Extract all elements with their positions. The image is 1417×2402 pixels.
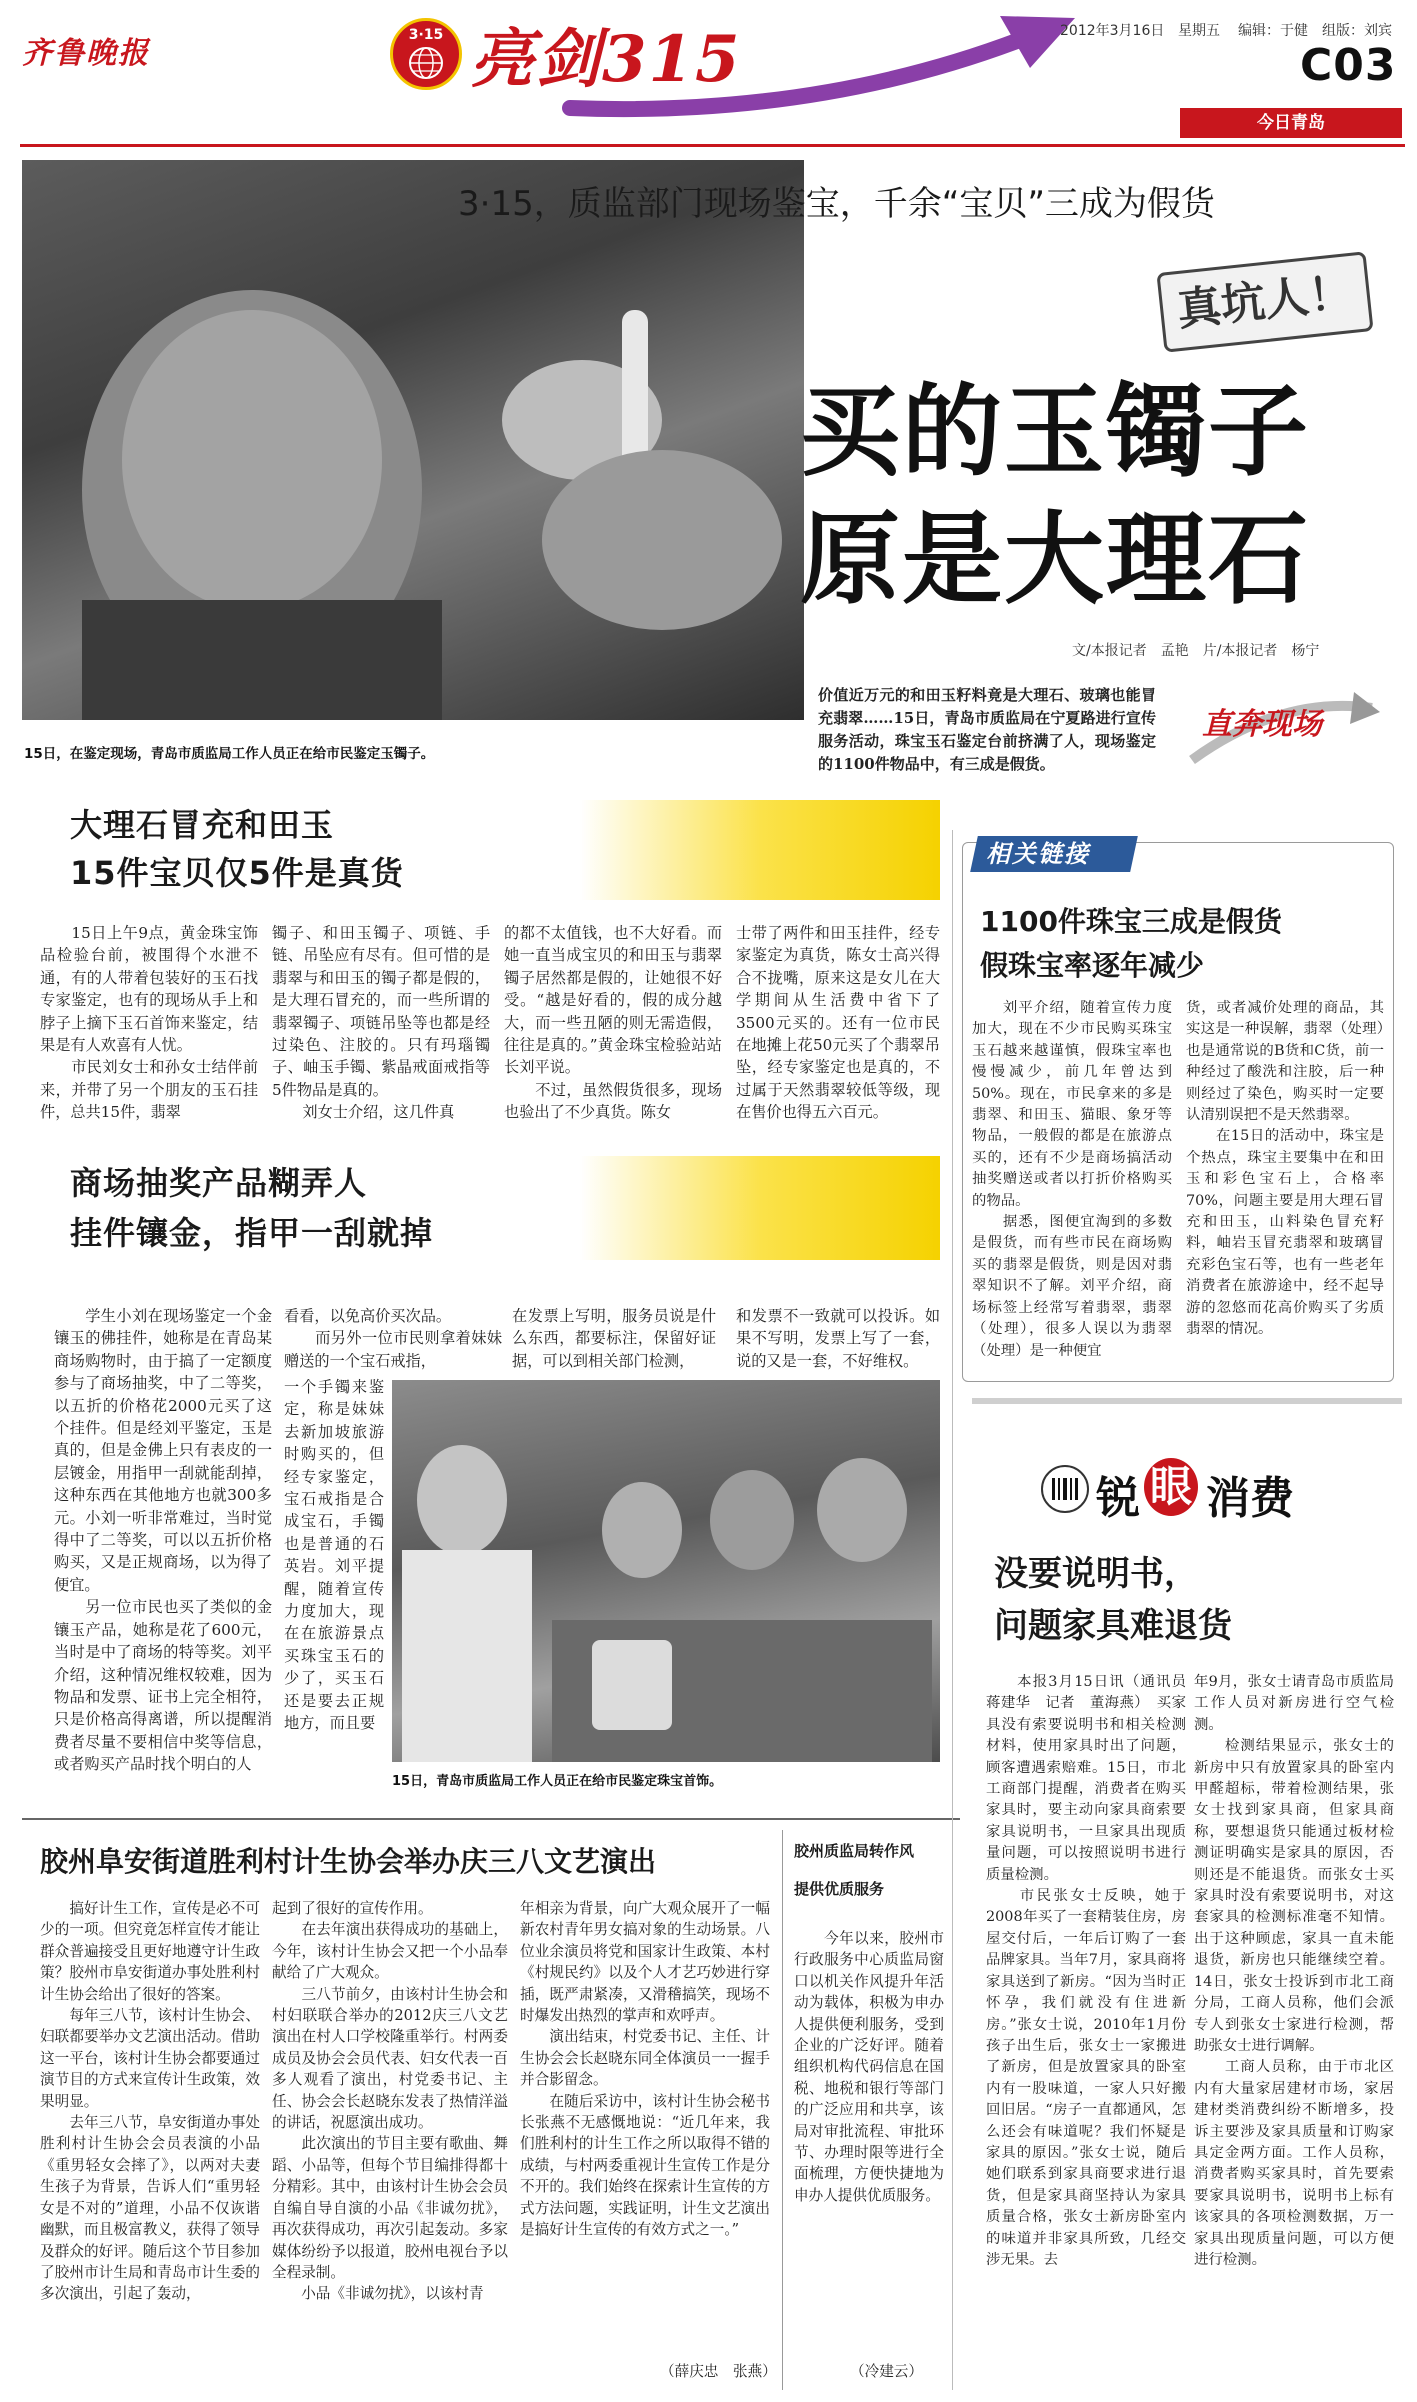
sidebar2-col1: 本报3月15日讯（通讯员 蒋建华 记者 董海燕） 买家具没有索要说明书和相关检测材料，使用家具时出了问题，顾客遭遇索赔难。15日，市北工商部门提醒，消费者在购买家具时，要主动向家具商索要家具说明书，一旦家具出现质量问题，可以按照说明书进行质量检测。 市民张女士反映，她于2008年买了一套精装住房，房屋交付后，一年后订购了一套品牌家具。当年7月，家具商将家具送到了新房。“因为当时正怀孕，我们就没有住进新房。”张女士说，2010年1月份孩子出生后，张女士一家搬进了新房，但是放置家具的卧室内有一股味道，一家人只好搬回旧居。“房子一直都通风，怎么还会有味道呢？我们怀疑是家具的原因。”张女士说，随后她们联系到家具商要求进行退货，但是家具商坚持认为家具质量合格，张女士新房卧室内的味道并非家具所致，几经交涉无果。去 <box>986 1674 1186 2268</box>
barcode-icon <box>1040 1464 1090 1514</box>
section-tab <box>1180 108 1402 138</box>
issue-date: 2012年3月16日 <box>1060 23 1165 39</box>
sidebar1-col1: 刘平介绍，随着宣传力度加大，现在不少市民购买珠宝玉石越来越谨慎，假珠宝率也慢慢减少，前几年曾达到50%。现在，市民拿来的多是翡翠、和田玉、猫眼、象牙等物品，一般假的都是在旅游点买的，还有不少是商场搞活动抽奖赠送或者以打折价格购买的物品。 据悉，图便宜淘到的多数是假货，而有些市民在商场购买的翡翠是假货，则是因对翡翠知识不了解。刘平介绍，商场标签上经常写着翡翠，翡翠（处理），很多人误以为翡翠（处理）是一种便宜 <box>972 1000 1172 1359</box>
section1-header <box>40 800 940 900</box>
section-name: 今日青岛 <box>1257 113 1325 133</box>
sidebar1-title-2: 假珠宝率逐年减少 <box>980 949 1205 982</box>
page-code: C03 <box>1300 40 1397 91</box>
bottom-side-title-1: 胶州质监局转作风 <box>794 1842 915 1860</box>
bottom-col2: 起到了很好的宣传作用。 在去年演出获得成功的基础上，今年，该村计生协会又把一个小品奉献给了广大观众。 三八节前夕，由该村计生协会和村妇联联合举办的2012庆三八文艺演出在村人口学校隆重举行。村两委成员及协会会员代表、妇女代表一百多人观看了演出，村党委书记、主任、协会会长赵晓东发表了热情洋溢的讲话，祝愿演出成功。 此次演出的节目主要有歌曲、舞蹈、小品等，但每个节目编排得都十分精彩。其中，由该村计生协会会员自编自导自演的小品《非诚勿扰》，再次获得成功，再次引起轰动。多家媒体纷纷予以报道，胶州电视台予以全程录制。 小品《非诚勿扰》，以该村青 <box>272 1900 508 2303</box>
bottom-side-credit: （冷建云） <box>850 2363 923 2380</box>
appraiser-illustration <box>22 160 804 720</box>
stamp-text: 真坑人！ <box>1174 266 1356 337</box>
section2-col3: 在发票上写明，服务员说是什么东西，都要标注，保留好证据，可以到相关部门检测， <box>512 1307 716 1370</box>
bottom-side-title-2: 提供优质服务 <box>794 1880 885 1898</box>
logo-badge-text: 3·15 <box>408 27 444 43</box>
editor-credit: 编辑：于健 <box>1238 23 1308 39</box>
lead-photo-caption: 15日，在鉴定现场，青岛市质监局工作人员正在给市民鉴定玉镯子。 <box>24 746 435 762</box>
bottom-col1: 搞好计生工作，宣传是必不可少的一项。但究竟怎样宣传才能让群众普遍接受且更好地遵守计生政策？胶州市阜安街道办事处胜利村计生协会给出了很好的答案。 每年三八节，该村计生协会、妇联都要举办文艺演出活动。借助这一平台，该村计生协会都要通过演节目的方式来宣传计生政策，效果明显。 去年三八节，阜安街道办事处胜利村计生协会会员表演的小品《重男轻女会摔了》，以两对夫妻生孩子为背景，告诉人们“重男轻女是不对的”道理，小品不仅诙谐幽默，而且极富教义，获得了领导及群众的好评。随后这个节目参加了胶州市计生局和青岛市计生委的多次演出，引起了轰动， <box>40 1900 260 2303</box>
bottom-title: 胶州阜安街道胜利村计生协会举办庆三八文艺演出 <box>40 1845 657 1878</box>
badge-text: 直奔现场 <box>1202 707 1322 742</box>
crowd-illustration <box>392 1380 940 1762</box>
bottom-col3-credit: （薛庆忠 张燕） <box>660 2363 777 2380</box>
section1-col1: 15日上午9点，黄金珠宝饰品检验台前，被围得个水泄不通，有的人带着包装好的玉石找专家鉴定，也有的现场从手上和脖子上摘下玉石首饰来鉴定，结果是有人欢喜有人忧。 市民刘女士和孙女士结伴前来，并带了另一个朋友的玉石挂件，总共15件，翡翠 <box>40 924 258 1122</box>
column-title: 亮剑315 <box>470 22 742 97</box>
section2-title-2: 挂件镶金，指甲一刮就掉 <box>70 1214 434 1252</box>
section1-col2: 镯子、和田玉镯子、项链、手链、吊坠应有尽有。但可惜的是翡翠与和田玉的镯子都是假的，是大理石冒充的，而一些所谓的翡翠镯子、项链吊坠等也都是经过染色、注胶的。只有玛瑙镯子、岫玉手镯、紫晶戒面戒指等5件物品是真的。 刘女士介绍，这几件真 <box>272 924 490 1122</box>
section1-title-1: 大理石冒充和田玉 <box>70 806 335 844</box>
sidebar2-label-suffix: 消费 <box>1206 1473 1294 1524</box>
lead-headline-2: 原是大理石 <box>800 501 1310 618</box>
sidebar1-label <box>974 828 1142 876</box>
sidebar1-col2: 货，或者减价处理的商品，其实这是一种误解，翡翠（处理）也是通常说的B货和C货，前一种经过了酸洗和注胶，后一种则经过了染色，购买时一定要认清别误把不是天然翡翠。 在15日的活动中，珠宝是个热点，珠宝主要集中在和田玉和彩色宝石上，合格率70%，问题主要是用大理石冒充和田玉，山料染色冒充籽料，岫岩玉冒充翡翠和玻璃冒充彩色宝石等，也有一些老年消费者在旅游途中，经不起导游的忽悠而花高价购买了劣质翡翠的情况。 <box>1186 1000 1384 1338</box>
section2-col2a: 看看，以免高价买次品。 而另外一位市民则拿着妹妹赠送的一个宝石戒指， <box>284 1307 502 1370</box>
lead-summary: 价值近万元的和田玉籽料竟是大理石、玻璃也能冒充翡翠……15日，青岛市质监局在宁夏路进行宣传服务活动，珠宝玉石鉴定台前挤满了人，现场鉴定的1100件物品中，有三成是假货。 <box>818 686 1156 773</box>
consumer-day-logo <box>390 18 462 90</box>
lead-photo <box>22 160 804 720</box>
bottom-side-body: 今年以来，胶州市行政服务中心质监局窗口以机关作风提升年活动为载体，积极为申办人提供便利服务，受到企业的广泛好评。随着组织机构代码信息在国税、地税和银行等部门的广泛应用和共享，该局对审批流程、审批环节、办理时限等进行全面梳理，方便快捷地为申办人提供优质服务。 <box>794 1930 944 2204</box>
section1-col3: 的都不太值钱，也不大好看。而她一直当成宝贝的和田玉与翡翠镯子居然都是假的，让她很不好受。“越是好看的，假的成分越大，而一些丑陋的则无需造假，往往是真的。”黄金珠宝检验站站长刘平说。 不过，虽然假货很多，现场也验出了不少真货。陈女 <box>504 924 722 1122</box>
section2-title-1: 商场抽奖产品糊弄人 <box>70 1164 368 1202</box>
sidebar2-top-band <box>972 1398 1402 1404</box>
lead-byline: 文/本报记者 孟艳 片/本报记者 杨宁 <box>1072 643 1320 659</box>
section2-photo <box>392 1380 940 1762</box>
section2-col1: 学生小刘在现场鉴定一个金镶玉的佛挂件，她称是在青岛某商场购物时，由于搞了一定额度参与了商场抽奖，中了二等奖，以五折的价格花2000元买了这个挂件。但是经刘平鉴定，玉是真的，但是金佛上只有表皮的一层镀金，用指甲一刮就能刮掉，这种东西在其他地方也就300多元。小刘一听非常难过，当时觉得中了二等奖，可以以五折价格购买，又是正规商场，以为得了便宜。 另一位市民也买了类似的金镶玉产品，她称是花了600元，当时是中了商场的特等奖。刘平介绍，这种情况维权较难，因为物品和发票、证书上完全相符，只是价格高得离谱，所以提醒消费者尽量不要相信中奖等信息，或者购买产品时找个明白的人 <box>54 1307 272 1774</box>
bottom-top-rule <box>22 1818 960 1820</box>
sidebar1-label-text: 相关链接 <box>986 840 1090 868</box>
lead-stamp <box>1156 251 1373 353</box>
masthead-rule <box>20 144 1405 147</box>
lead-headline-1: 买的玉镯子 <box>800 373 1310 490</box>
sidebar2-col2: 年9月，张女士请青岛市质监局工作人员对新房进行空气检测。 检测结果显示，张女士的新房中只有放置家具的卧室内甲醛超标，带着检测结果，张女士找到家具商，但家具商称，要想退货只能通过板材检测证明确实是家具的原因，否则还是不能退货。而张女士买家具时没有索要说明书，对这套家具的检测标准毫不知情。出于这种顾虑，家具一直未能退货，新房也只能继续空着。14日，张女士投诉到市北工商分局，工商人员称，他们会派专人到张女士家进行检测，帮助张女士进行调解。 工商人员称，由于市北区内有大量家居建材市场，家居建材类消费纠纷不断增多，投诉主要涉及家具质量和订购家具定金两方面。工作人员称，消费者购买家具时，首先要索要家具说明书，说明书上标有该家具的各项检测数据，万一家具出现质量问题，可以方便进行检测。 <box>1194 1674 1394 2268</box>
section2-col2b: 一个手镯来鉴定，称是妹妹去新加坡旅游时购买的，但经专家鉴定，宝石戒指是合成宝石，手镯也是普通的石英岩。刘平提醒，随着宣传力度加大，现在在旅游景点买珠宝玉石的少了，买玉石还是要去正规地方，而且要 <box>284 1378 384 1733</box>
lead-kicker: 3·15，质监部门现场鉴宝，千余“宝贝”三成为假货 <box>458 184 1215 224</box>
live-badge <box>1182 690 1382 786</box>
section2-col4: 和发票不一致就可以投诉。如果不写明，发票上写了一套，说的又是一套，不好维权。 <box>736 1307 940 1370</box>
issue-weekday: 星期五 <box>1178 23 1220 39</box>
section2-header <box>40 1156 940 1260</box>
paper-name: 齐鲁晚报 <box>22 36 150 71</box>
section2-photo-caption: 15日，青岛市质监局工作人员正在给市民鉴定珠宝首饰。 <box>392 1774 723 1789</box>
sidebar2-title-2: 问题家具难退货 <box>994 1606 1232 1646</box>
section1-title-2: 15件宝贝仅5件是真货 <box>70 854 404 892</box>
layout-credit: 组版：刘宾 <box>1322 23 1392 39</box>
sidebar1-title-1: 1100件珠宝三成是假货 <box>980 905 1282 938</box>
globe-icon <box>406 45 446 81</box>
right-column-divider <box>952 830 953 2390</box>
sidebar2-label-prefix: 锐 <box>1096 1473 1140 1524</box>
rising-arrow-icon <box>560 8 1080 128</box>
sidebar2-label-mid: 眼 <box>1144 1458 1198 1516</box>
masthead <box>0 0 1417 140</box>
sidebar2-label <box>1040 1458 1340 1524</box>
bottom-side-divider <box>782 1830 783 2390</box>
sidebar2-title-1: 没要说明书， <box>994 1554 1198 1594</box>
section1-col4: 士带了两件和田玉挂件，经专家鉴定为真货，陈女士高兴得合不拢嘴，原来这是女儿在大学期间从生活费中省下了3500元买的。还有一位市民在地摊上花50元买了个翡翠吊坠，经专家鉴定也是真的，不过属于天然翡翠较低等级，现在售价也得五六百元。 <box>736 924 940 1122</box>
bottom-col3: 年相亲为背景，向广大观众展开了一幅新农村青年男女搞对象的生动场景。八位业余演员将党和国家计生政策、本村《村规民约》以及个人才艺巧妙进行穿插，既严肃紧凑，又滑稽搞笑，现场不时爆发出热烈的掌声和欢呼声。 演出结束，村党委书记、主任、计生协会会长赵晓东同全体演员一一握手并合影留念。 在随后采访中，该村计生协会秘书长张燕不无感慨地说：“近几年来，我们胜利村的计生工作之所以取得不错的成绩，与村两委重视计生宣传工作是分不开的。我们始终在探索计生宣传的方式方法问题，实践证明，计生文艺演出是搞好计生宣传的有效方式之一。” <box>520 1900 770 2239</box>
